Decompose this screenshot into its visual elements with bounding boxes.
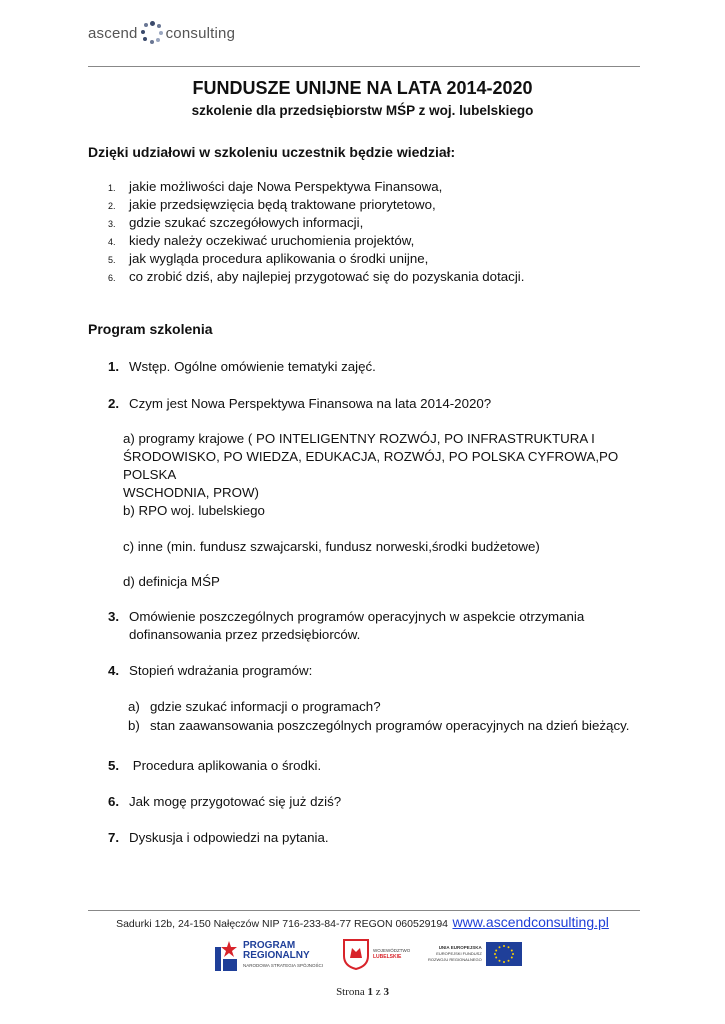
program-regionalny-logo <box>215 938 323 974</box>
program-item-3: 3. Omówienie poszczególnych programów operacyjnych w aspekcie otrzymania dofinansowania przez przedsiębiorców. <box>108 609 585 642</box>
program-item-2c: c) inne (min. fundusz szwajcarski, fundusz norweski,środki budżetowe) <box>123 539 540 554</box>
program-item-6: 6. Jak mogę przygotować się już dziś? <box>108 794 342 809</box>
program-item-4a: a) gdzie szukać informacji o programach? <box>128 699 381 714</box>
logo1-line1: PROGRAM <box>243 940 296 951</box>
program-regionalny-star-icon <box>215 941 239 971</box>
logo3-line1: UNIA EUROPEJSKA <box>438 945 482 950</box>
document-subtitle: szkolenie dla przedsiębiorstw MŚP z woj. lubelskiego <box>191 103 534 118</box>
list-item: 6. co zrobić dziś, aby najlepiej przygotować się do pozyskania dotacji. <box>108 269 525 284</box>
program-item-1: 1. Wstęp. Ogólne omówienie tematyki zajęć. <box>108 359 376 374</box>
program-heading: Program szkolenia <box>88 321 213 337</box>
eu-fund-logo <box>428 940 522 968</box>
program-item-4: 4. Stopień wdrażania programów: <box>108 663 313 678</box>
logo-text-left: ascend <box>88 24 138 42</box>
lubelskie-crest-icon <box>342 938 370 970</box>
list-item: 5. jak wygląda procedura aplikowania o środki unijne, <box>108 251 429 266</box>
logo-text-right: consulting <box>165 24 236 42</box>
program-item-2: 2. Czym jest Nowa Perspektywa Finansowa na lata 2014-2020? <box>108 396 492 411</box>
list-item: 3. gdzie szukać szczegółowych informacji, <box>108 215 364 230</box>
eu-flag-icon <box>486 942 522 966</box>
logo2-line2: LUBELSKIE <box>373 954 402 960</box>
header-divider <box>88 66 640 67</box>
program-item-5: 5. Procedura aplikowania o środki. <box>108 758 322 773</box>
footer-divider <box>88 910 640 911</box>
company-logo <box>88 18 235 48</box>
document-title: FUNDUSZE UNIJNE NA LATA 2014-2020 <box>192 78 533 98</box>
wojewodztwo-lubelskie-logo <box>342 936 410 972</box>
program-item-7: 7. Dyskusja i odpowiedzi na pytania. <box>108 830 329 845</box>
footer-address: Sadurki 12b, 24-150 Nałęczów NIP 716-233-84-77 REGON 060529194 <box>116 918 449 930</box>
list-item: 4. kiedy należy oczekiwać uruchomienia projektów, <box>108 233 415 248</box>
logo3-line2: EUROPEJSKI FUNDUSZ <box>436 951 482 956</box>
list-item: 1. jakie możliwości daje Nowa Perspektywa Finansowa, <box>108 179 443 194</box>
logo1-line3: NARODOWA STRATEGIA SPÓJNOŚCI <box>243 963 324 968</box>
page-number: Strona 1 z 3 <box>336 986 389 998</box>
logo1-line2: REGIONALNY <box>243 950 310 961</box>
benefits-list <box>108 178 648 286</box>
footer-contact <box>0 914 725 932</box>
logo2-line1: WOJEWÓDZTWO <box>373 948 411 953</box>
program-item-2b: b) RPO woj. lubelskiego <box>123 503 265 518</box>
logo-dots-icon <box>140 20 164 46</box>
list-item: 2. jakie przedsięwzięcia będą traktowane priorytetowo, <box>108 197 436 212</box>
program-item-2d: d) definicja MŚP <box>123 574 220 589</box>
logo3-line3: ROZWOJU REGIONALNEGO <box>428 957 482 962</box>
benefits-heading: Dzięki udziałowi w szkoleniu uczestnik będzie wiedział: <box>88 144 456 160</box>
program-item-2a: a) programy krajowe ( PO INTELIGENTNY ROZWÓJ, PO INFRASTRUKTURA I ŚRODOWISKO, PO WIEDZA, EDUKACJA, ROZWÓJ, PO POLSKA CYFROWA,PO POLSKA WSCHODNIA, PROW) <box>123 431 619 500</box>
website-link[interactable]: www.ascendconsulting.pl <box>452 914 609 930</box>
program-item-4b: b) stan zaawansowania poszczególnych programów operacyjnych na dzień bieżący. <box>128 718 630 733</box>
